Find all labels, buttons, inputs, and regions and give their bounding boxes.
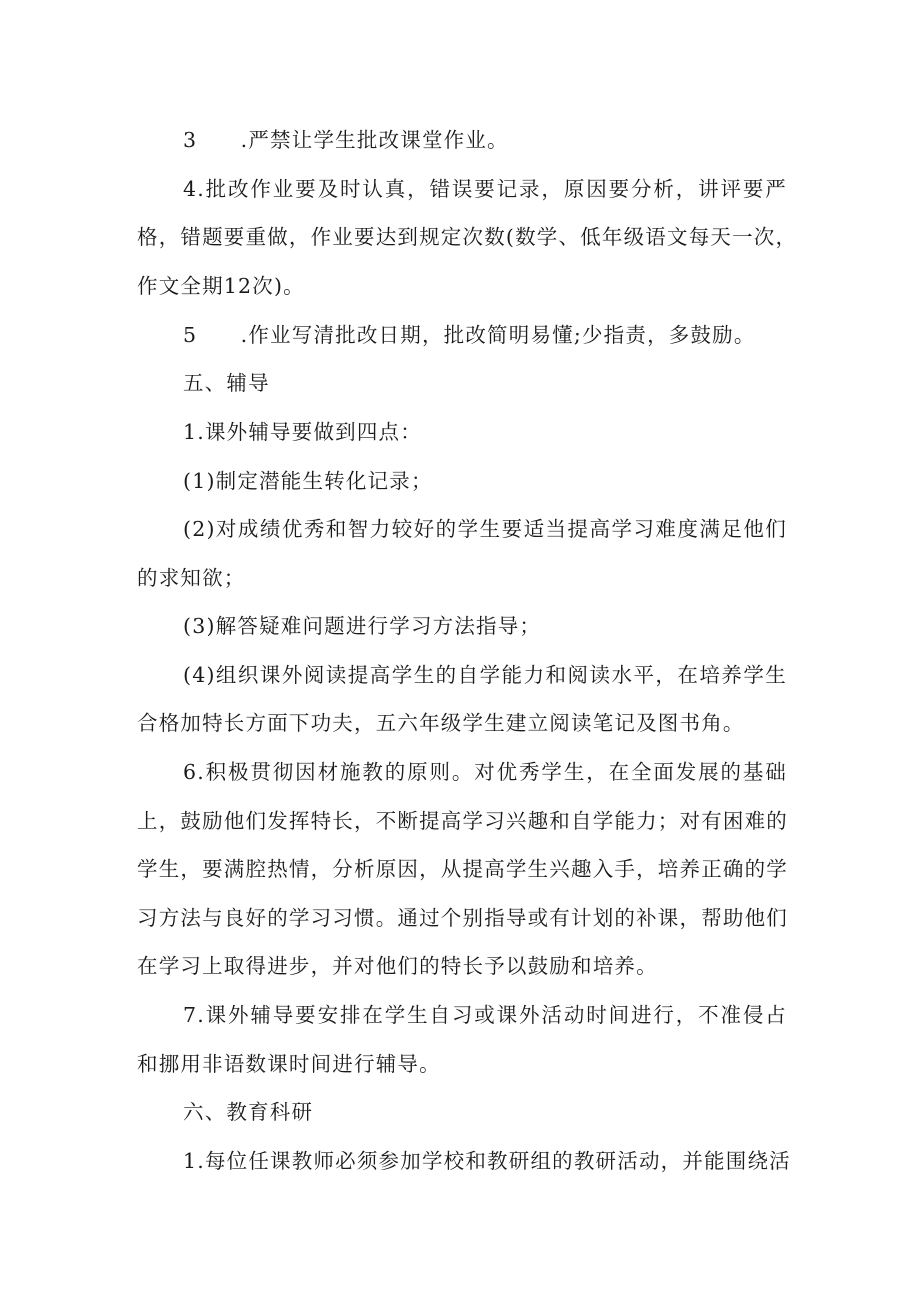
text-line-2: 4.批改作业要及时认真，错误要记录，原因要分析，讲评要严 xyxy=(183,177,787,201)
text-line-3: 格，错题要重做，作业要达到规定次数(数学、低年级语文每天一次， xyxy=(137,225,798,249)
text-line-5: 5 .作业写清批改日期，批改简明易懂;少指责，多鼓励。 xyxy=(183,323,756,347)
text-line-7: 1.课外辅导要做到四点： xyxy=(183,420,422,444)
text-line-11: (3)解答疑难问题进行学习方法指导； xyxy=(183,614,542,638)
text-line-20: 和挪用非语数课时间进行辅导。 xyxy=(137,1052,441,1076)
text-line-16: 学生，要满腔热情，分析原因，从提高学生兴趣入手，培养正确的学 xyxy=(137,857,788,881)
text-line-22: 1.每位任课教师必须参加学校和教研组的教研活动，并能围绕活 xyxy=(183,1149,791,1173)
section-heading-tutoring: 五、辅导 xyxy=(183,371,270,395)
text-line-8: (1)制定潜能生转化记录； xyxy=(183,469,433,493)
text-line-1: 3 .严禁让学生批改课堂作业。 xyxy=(183,128,509,152)
section-heading-research: 六、教育科研 xyxy=(183,1100,314,1124)
text-line-13: 合格加特长方面下功夫，五六年级学生建立阅读笔记及图书角。 xyxy=(137,711,745,735)
text-line-12: (4)组织课外阅读提高学生的自学能力和阅读水平，在培养学生 xyxy=(183,663,787,687)
text-line-15: 上，鼓励他们发挥特长，不断提高学习兴趣和自学能力；对有困难的 xyxy=(137,809,788,833)
text-line-9: (2)对成绩优秀和智力较好的学生要适当提高学习难度满足他们 xyxy=(183,517,787,541)
text-line-18: 在学习上取得进步，并对他们的特长予以鼓励和培养。 xyxy=(137,954,658,978)
text-line-19: 7.课外辅导要安排在学生自习或课外活动时间进行，不准侵占 xyxy=(183,1003,787,1027)
text-line-4: 作文全期12次)。 xyxy=(137,274,305,298)
text-line-14: 6.积极贯彻因材施教的原则。对优秀学生，在全面发展的基础 xyxy=(183,760,787,784)
text-line-10: 的求知欲； xyxy=(137,566,246,590)
text-line-17: 习方法与良好的学习习惯。通过个别指导或有计划的补课，帮助他们 xyxy=(137,906,788,930)
